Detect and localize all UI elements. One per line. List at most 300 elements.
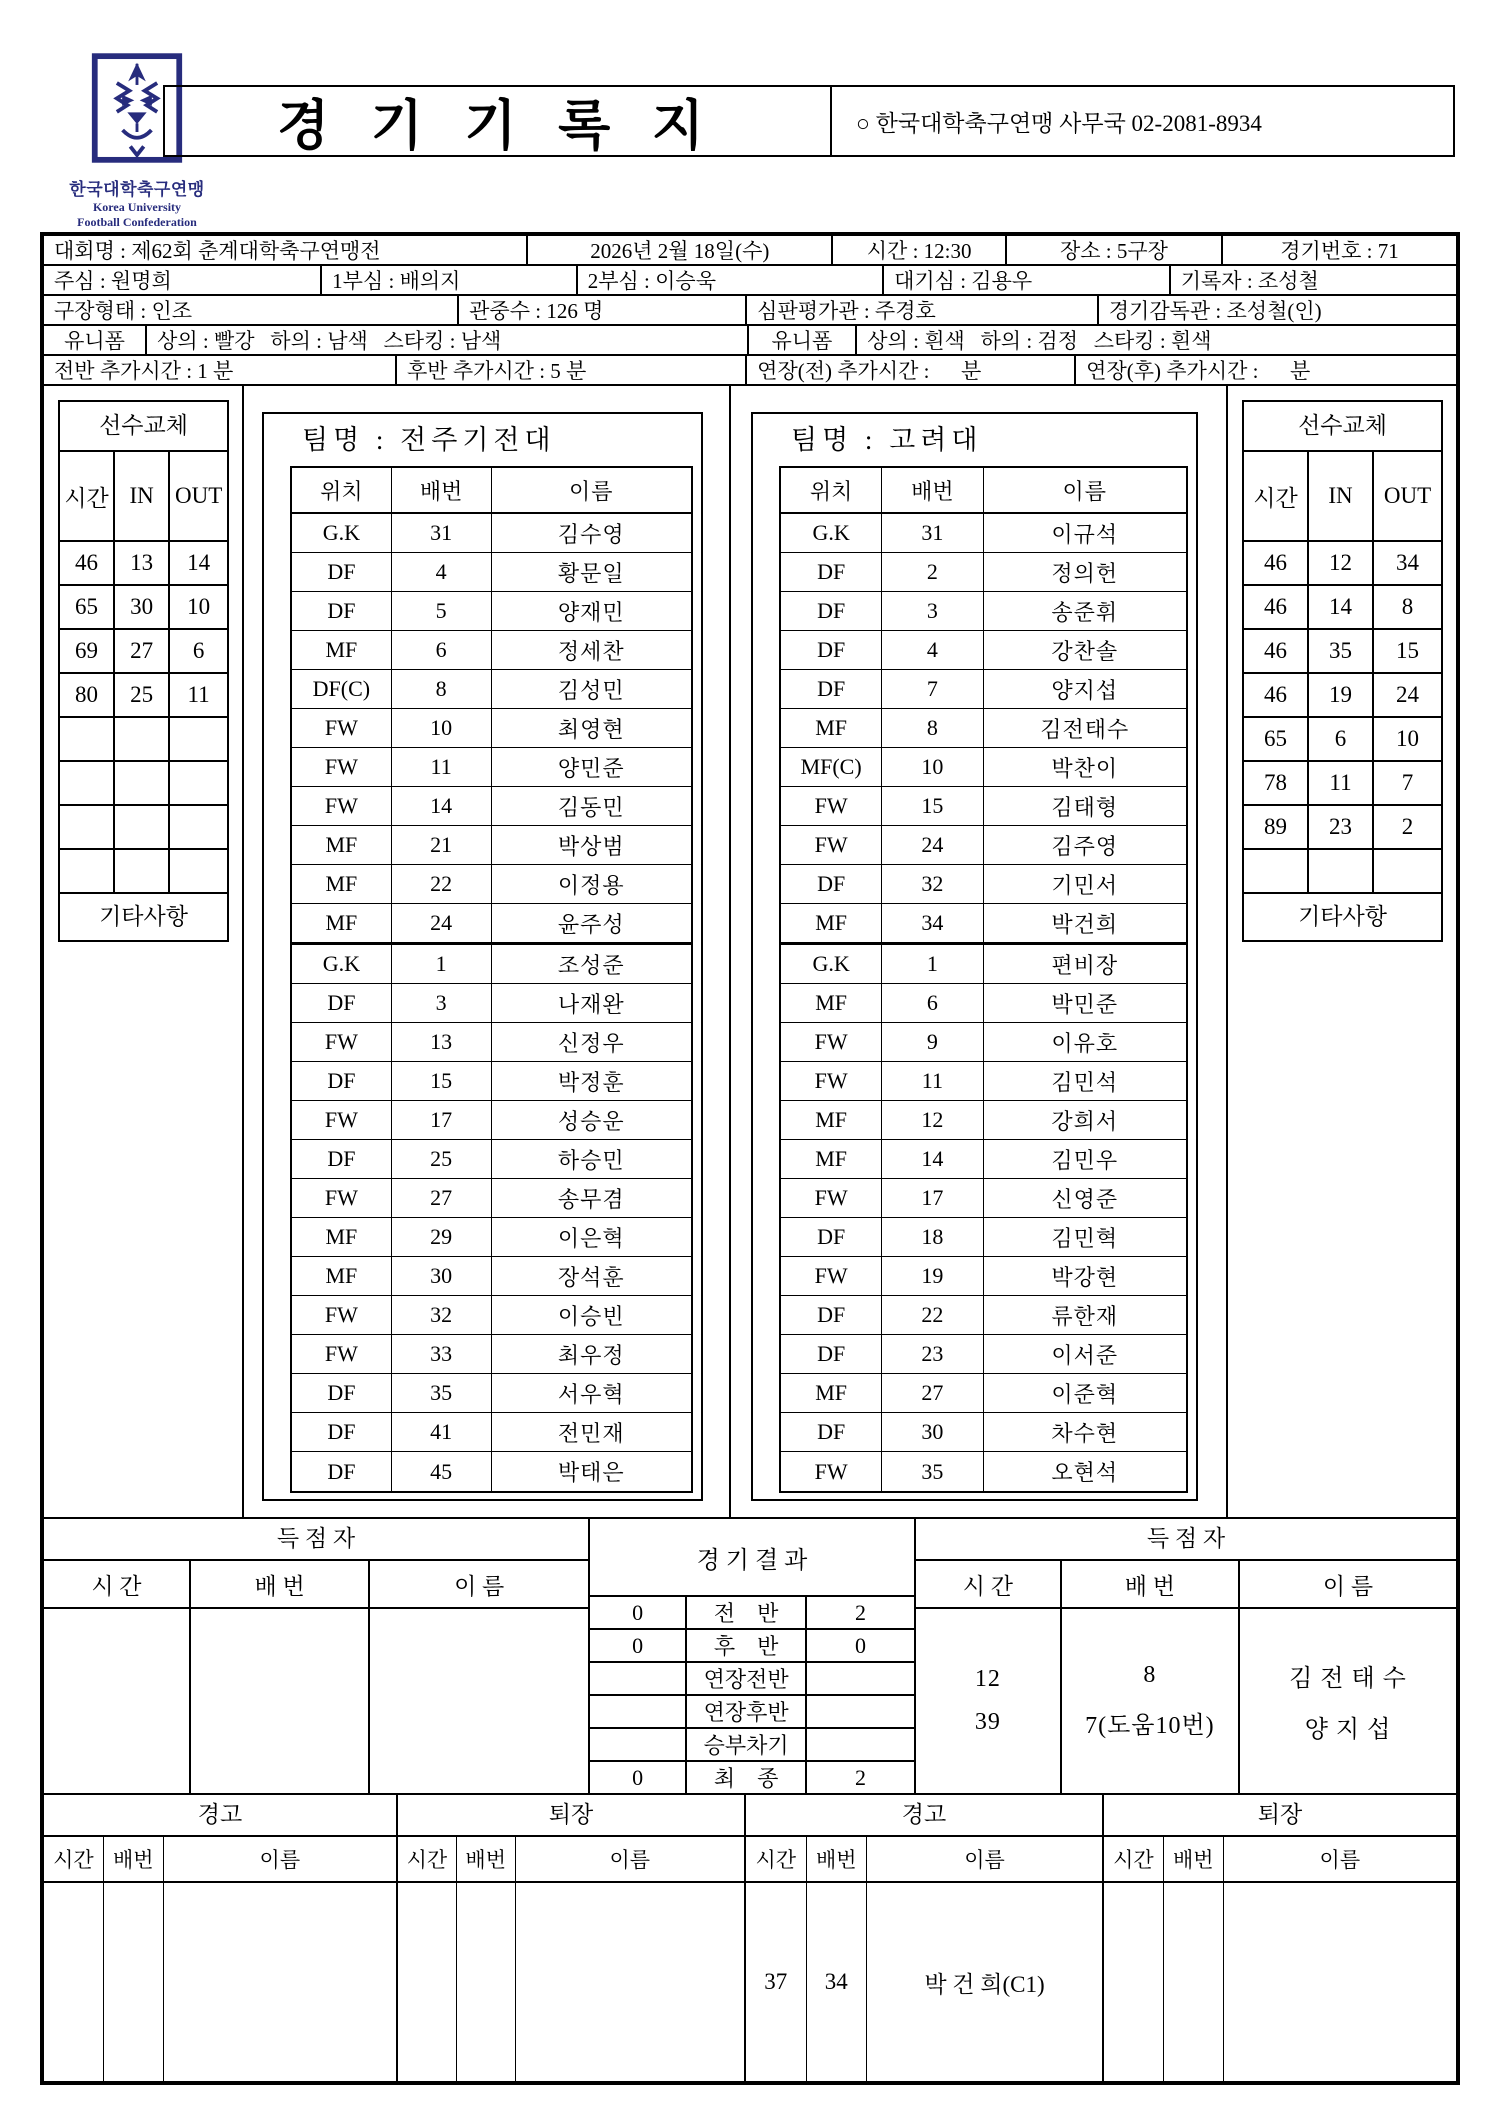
sub-time: 78 <box>1244 762 1309 804</box>
match-commissioner: 경기감독관 : 조성철(인) <box>1108 299 1322 323</box>
roster-away-starters <box>781 514 1186 943</box>
substitution-row <box>60 674 227 718</box>
player-number: 23 <box>882 1335 983 1373</box>
card-time-header: 시간 <box>1104 1837 1164 1881</box>
sub-time <box>1244 850 1309 892</box>
player-name: 성승운 <box>557 1108 625 1134</box>
sub-out <box>170 850 227 892</box>
sub-out: 7 <box>1401 770 1414 795</box>
sub-out <box>170 718 227 760</box>
sub-out: 8 <box>1401 594 1414 619</box>
player-row <box>781 1296 1186 1335</box>
player-name: 나재완 <box>557 991 625 1017</box>
player-name: 오현석 <box>1051 1460 1119 1485</box>
position-header: 위치 <box>781 468 882 512</box>
title-bar <box>163 85 1455 157</box>
match-result-title: 경 기 결 과 <box>590 1519 914 1597</box>
player-row <box>781 1179 1186 1218</box>
player-row <box>292 1296 691 1335</box>
result-home-score <box>590 1696 687 1727</box>
player-number: 6 <box>882 984 983 1022</box>
player-name: 김전태수 <box>1040 716 1130 742</box>
player-number: 14 <box>392 787 492 825</box>
player-position: FW <box>781 1452 882 1491</box>
player-name: 이정용 <box>557 872 625 898</box>
player-position: MF <box>292 865 392 903</box>
player-position: DF <box>292 1374 392 1412</box>
player-row <box>781 631 1186 670</box>
player-row <box>781 514 1186 553</box>
player-position: FW <box>292 1179 392 1217</box>
cards-header-row <box>1104 1837 1456 1883</box>
scorer-name-header: 이 름 <box>1322 1573 1374 1599</box>
result-row <box>590 1729 914 1762</box>
name-header: 이름 <box>1062 478 1107 504</box>
sub-time-header: 시간 <box>60 452 115 540</box>
caution-title: 경고 <box>746 1795 1102 1837</box>
sub-time: 69 <box>60 630 115 672</box>
player-number: 19 <box>882 1257 983 1295</box>
cards-band <box>44 1795 1456 2081</box>
card-times-column <box>1104 1883 1164 2081</box>
player-name: 김민혁 <box>1051 1225 1119 1251</box>
sub-in: 12 <box>1309 542 1374 584</box>
card-names-column <box>867 1883 1102 2081</box>
player-number: 5 <box>392 592 492 630</box>
substitutions-title: 선수교체 <box>60 402 227 452</box>
player-name: 박상범 <box>557 833 625 859</box>
player-position: DF <box>781 865 882 903</box>
player-number: 15 <box>392 1062 492 1100</box>
player-row <box>292 553 691 592</box>
player-position: FW <box>292 1296 392 1334</box>
player-number: 22 <box>392 865 492 903</box>
player-position: DF <box>292 1413 392 1451</box>
added-time-extra-first: 연장(전) 추가시간 : 분 <box>747 356 1076 384</box>
substitution-row <box>1244 674 1441 718</box>
player-position: DF <box>781 670 882 708</box>
match-date: 2026년 2월 18일(수) <box>528 236 833 264</box>
match-result-rows <box>590 1597 914 1793</box>
player-row <box>292 984 691 1023</box>
player-position: MF <box>781 1101 882 1139</box>
card-name: 박 건 희(C1) <box>924 1971 1045 1997</box>
sub-out-header: OUT <box>1383 483 1432 508</box>
sub-in <box>1309 850 1374 892</box>
scorer-name: 양 지 섭 <box>1304 1717 1392 1743</box>
substitution-row <box>1244 630 1441 674</box>
sub-in <box>115 850 170 892</box>
player-number: 32 <box>882 865 983 903</box>
result-period-label: 후 반 <box>687 1630 807 1661</box>
sub-time: 80 <box>60 674 115 716</box>
scorers-home-body <box>44 1609 588 1793</box>
substitution-row <box>1244 762 1441 806</box>
player-row <box>292 1023 691 1062</box>
player-position: MF <box>781 1140 882 1178</box>
player-row <box>781 1218 1186 1257</box>
sub-time: 65 <box>1244 718 1309 760</box>
roster-home-panel <box>244 386 731 1517</box>
number-header: 배번 <box>392 468 492 512</box>
substitution-row <box>60 850 227 894</box>
player-row <box>292 826 691 865</box>
player-name: 박민준 <box>1051 991 1119 1017</box>
result-away-score <box>807 1663 914 1694</box>
player-position: MF <box>781 709 882 747</box>
player-number: 1 <box>882 945 983 983</box>
player-name: 차수현 <box>1051 1420 1119 1446</box>
other-notes-label: 기타사항 <box>1298 904 1387 929</box>
scorers-home-table <box>44 1519 590 1793</box>
sub-out: 15 <box>1396 638 1419 663</box>
player-position: FW <box>292 1101 392 1139</box>
player-number: 14 <box>882 1140 983 1178</box>
record-table <box>40 232 1460 2085</box>
sub-out: 14 <box>187 550 211 575</box>
scorer-number: 7(도움10번) <box>1085 1713 1215 1739</box>
uniform-away: 상의 : 흰색 하의 : 검정 스타킹 : 흰색 <box>867 329 1212 353</box>
roster-header-row <box>781 468 1186 514</box>
player-number: 2 <box>882 553 983 591</box>
roster-away-box <box>751 412 1198 1501</box>
player-position: DF <box>781 1335 882 1373</box>
match-result-table <box>590 1519 916 1793</box>
player-name: 양지섭 <box>1051 677 1119 703</box>
player-name: 박정훈 <box>557 1069 625 1095</box>
caution-away-body <box>746 1883 1102 2081</box>
player-row <box>781 670 1186 709</box>
added-time-second-half: 후반 추가시간 : 5 분 <box>397 356 747 384</box>
scorer-name-header: 이 름 <box>454 1573 505 1599</box>
sub-time: 65 <box>60 586 115 628</box>
sub-time: 46 <box>1244 586 1309 628</box>
result-away-score: 2 <box>855 1599 867 1625</box>
player-position: FW <box>781 1062 882 1100</box>
player-position: DF <box>781 1413 882 1451</box>
substitution-row <box>1244 850 1441 894</box>
sub-time: 89 <box>1244 806 1309 848</box>
player-name: 박찬이 <box>1051 755 1119 781</box>
fourth-official: 대기심 : 김용우 <box>884 266 1171 294</box>
assistant-referee-1: 1부심 : 배의지 <box>322 266 578 294</box>
player-number: 15 <box>882 787 983 825</box>
sendoff-home-body <box>398 1883 744 2081</box>
card-names-column <box>516 1883 744 2081</box>
number-header: 배번 <box>882 468 983 512</box>
player-position: FW <box>781 826 882 864</box>
player-number: 45 <box>392 1452 492 1491</box>
player-position: MF <box>292 631 392 669</box>
player-number: 18 <box>882 1218 983 1256</box>
player-name: 최영현 <box>557 716 625 742</box>
player-position: DF <box>781 1218 882 1256</box>
result-row <box>590 1696 914 1729</box>
referee: 주심 : 원명희 <box>44 266 322 294</box>
roster-header-row <box>292 468 691 514</box>
player-position: MF(C) <box>781 748 882 786</box>
player-position: FW <box>781 1023 882 1061</box>
player-name: 이은혁 <box>557 1225 625 1251</box>
player-number: 27 <box>882 1374 983 1412</box>
result-away-score <box>807 1729 914 1760</box>
player-row <box>781 865 1186 904</box>
substitution-row <box>60 762 227 806</box>
player-position: FW <box>292 1023 392 1061</box>
sub-out: 24 <box>1396 682 1419 707</box>
substitutions-away-rows <box>1244 542 1441 894</box>
federation-contact: ○ 한국대학축구연맹 사무국 02-2081-8934 <box>856 110 1262 136</box>
caution-home-body <box>44 1883 396 2081</box>
rosters-band <box>44 386 1456 1519</box>
scorer-number-header: 배 번 <box>191 1561 371 1607</box>
scorer-numbers-column <box>191 1609 371 1793</box>
player-number: 17 <box>392 1101 492 1139</box>
player-number: 30 <box>882 1413 983 1451</box>
player-position: DF <box>781 592 882 630</box>
card-time-header: 시간 <box>746 1837 807 1881</box>
player-row <box>781 826 1186 865</box>
player-position: MF <box>292 904 392 942</box>
player-row <box>781 945 1186 984</box>
info-row-competition <box>44 236 1456 266</box>
player-position: DF <box>292 553 392 591</box>
roster-home-bench <box>292 943 691 1491</box>
player-name: 김성민 <box>557 677 625 703</box>
player-row <box>781 1101 1186 1140</box>
card-names-column <box>164 1883 396 2081</box>
score-band <box>44 1519 1456 1795</box>
kickoff-time: 시간 : 12:30 <box>833 236 1007 264</box>
team-away-name: 팀명 : 고려대 <box>791 425 983 455</box>
sub-in: 30 <box>115 586 170 628</box>
substitution-row <box>60 630 227 674</box>
player-position: FW <box>292 709 392 747</box>
player-row <box>781 553 1186 592</box>
sub-time <box>60 806 115 848</box>
result-row <box>590 1663 914 1696</box>
player-row <box>781 984 1186 1023</box>
player-name: 조성준 <box>557 952 625 978</box>
player-row <box>292 1101 691 1140</box>
player-name: 김민석 <box>1051 1069 1119 1095</box>
name-header: 이름 <box>568 478 614 504</box>
scorer-times-column <box>916 1609 1062 1793</box>
team-home-name: 팀명 : 전주기전대 <box>302 425 556 455</box>
player-number: 30 <box>392 1257 492 1295</box>
player-number: 21 <box>392 826 492 864</box>
player-name: 강찬솔 <box>1051 638 1119 664</box>
player-position: FW <box>781 787 882 825</box>
player-name: 이서준 <box>1051 1342 1119 1368</box>
result-period-label: 연장후반 <box>687 1696 807 1727</box>
player-name: 전민재 <box>557 1420 625 1446</box>
substitution-row <box>1244 806 1441 850</box>
sub-out <box>170 806 227 848</box>
card-number-header: 배번 <box>104 1837 164 1881</box>
substitutions-title: 선수교체 <box>1244 402 1441 452</box>
player-name: 류한재 <box>1051 1303 1119 1329</box>
player-number: 6 <box>392 631 492 669</box>
player-number: 10 <box>882 748 983 786</box>
card-numbers-column <box>104 1883 164 2081</box>
scorer-name: 김 전 태 수 <box>1289 1666 1407 1692</box>
sub-out: 10 <box>1396 726 1419 751</box>
player-number: 24 <box>392 904 492 942</box>
player-row <box>292 1218 691 1257</box>
player-name: 송준휘 <box>1051 599 1119 625</box>
player-number: 35 <box>882 1452 983 1491</box>
sub-in: 35 <box>1309 630 1374 672</box>
substitution-row <box>1244 586 1441 630</box>
sub-time: 46 <box>1244 674 1309 716</box>
player-name: 정세찬 <box>557 638 625 664</box>
result-period-label: 연장전반 <box>687 1663 807 1694</box>
player-name: 정의헌 <box>1051 560 1119 586</box>
player-position: FW <box>292 1335 392 1373</box>
player-name: 서우혁 <box>557 1381 625 1407</box>
sub-out: 10 <box>187 594 211 619</box>
card-number-header: 배번 <box>807 1837 868 1881</box>
scorer-time-header: 시 간 <box>44 1561 191 1607</box>
assistant-referee-2: 2부심 : 이승욱 <box>578 266 884 294</box>
player-number: 29 <box>392 1218 492 1256</box>
sub-out <box>1374 850 1441 892</box>
player-row <box>292 670 691 709</box>
player-row <box>292 592 691 631</box>
player-number: 7 <box>882 670 983 708</box>
card-names-column <box>1224 1883 1456 2081</box>
player-row <box>781 592 1186 631</box>
player-name: 신영준 <box>1051 1186 1119 1212</box>
sub-in: 13 <box>115 542 170 584</box>
uniform-label-away: 유니폼 <box>749 326 858 354</box>
player-number: 31 <box>882 514 983 552</box>
player-number: 9 <box>882 1023 983 1061</box>
player-position: DF <box>292 984 392 1022</box>
recorder: 기록자 : 조성철 <box>1180 269 1319 293</box>
result-home-score <box>590 1663 687 1694</box>
player-row <box>292 514 691 553</box>
player-number: 3 <box>882 592 983 630</box>
player-row <box>292 1335 691 1374</box>
player-number: 32 <box>392 1296 492 1334</box>
result-row <box>590 1630 914 1663</box>
player-row <box>781 1140 1186 1179</box>
scorers-title: 득 점 자 <box>44 1519 588 1561</box>
player-row <box>781 1062 1186 1101</box>
sub-time <box>60 850 115 892</box>
sub-time: 46 <box>1244 542 1309 584</box>
added-time-extra-second: 연장(후) 추가시간 : 분 <box>1086 359 1311 383</box>
substitution-row <box>60 806 227 850</box>
competition-name: 대회명 : 제62회 춘계대학축구연맹전 <box>44 236 528 264</box>
player-name: 김주영 <box>1051 833 1119 859</box>
player-row <box>292 748 691 787</box>
sub-time <box>60 718 115 760</box>
player-name: 강희서 <box>1051 1108 1119 1134</box>
card-time: 37 <box>764 1969 788 1994</box>
player-name: 신정우 <box>557 1030 625 1056</box>
sendoff-away-body <box>1104 1883 1456 2081</box>
player-position: MF <box>292 1218 392 1256</box>
result-period-label: 전 반 <box>687 1597 807 1628</box>
caution-title: 경고 <box>44 1795 396 1837</box>
player-row <box>781 904 1186 943</box>
added-time-first-half: 전반 추가시간 : 1 분 <box>44 356 397 384</box>
card-number-header: 배번 <box>457 1837 516 1881</box>
player-name: 이승빈 <box>557 1303 625 1329</box>
scorers-header-row <box>916 1561 1456 1609</box>
card-numbers-column <box>807 1883 868 2081</box>
player-position: G.K <box>292 945 392 983</box>
player-name: 최우정 <box>557 1342 625 1368</box>
caution-home-table <box>44 1795 398 2081</box>
player-name: 하승민 <box>557 1147 625 1173</box>
info-row-added-time <box>44 356 1456 386</box>
cards-header-row <box>398 1837 744 1883</box>
referee-assessor: 심판평가관 : 주경호 <box>747 296 1099 324</box>
caution-away-table <box>746 1795 1104 2081</box>
scorers-away-table <box>916 1519 1456 1793</box>
info-row-uniforms <box>44 326 1456 356</box>
player-row <box>781 1374 1186 1413</box>
player-number: 4 <box>392 553 492 591</box>
player-position: DF <box>292 1140 392 1178</box>
player-row <box>292 1179 691 1218</box>
player-number: 22 <box>882 1296 983 1334</box>
card-name-header: 이름 <box>609 1848 651 1872</box>
player-row <box>292 945 691 984</box>
substitutions-away-table <box>1242 400 1443 942</box>
sub-out: 34 <box>1396 550 1419 575</box>
uniform-label-home: 유니폼 <box>44 326 147 354</box>
player-number: 11 <box>882 1062 983 1100</box>
player-row <box>781 1452 1186 1491</box>
substitutions-header-row <box>60 452 227 542</box>
card-times-column <box>44 1883 104 2081</box>
scorer-number: 8 <box>1143 1662 1157 1688</box>
info-row-officials <box>44 266 1456 296</box>
sendoff-title: 퇴장 <box>398 1795 744 1837</box>
substitutions-home-rows <box>60 542 227 894</box>
card-name-header: 이름 <box>1319 1848 1361 1872</box>
other-notes-label: 기타사항 <box>99 904 188 929</box>
player-number: 17 <box>882 1179 983 1217</box>
card-number: 34 <box>824 1969 848 1994</box>
player-row <box>781 748 1186 787</box>
logo-org-name-en-line1: Korea University <box>92 200 182 214</box>
player-name: 김동민 <box>557 794 625 820</box>
player-number: 12 <box>882 1101 983 1139</box>
card-time-header: 시간 <box>44 1837 104 1881</box>
scorer-time: 39 <box>974 1709 1001 1735</box>
player-number: 35 <box>392 1374 492 1412</box>
player-name: 편비장 <box>1051 952 1119 978</box>
scorer-time: 12 <box>974 1666 1001 1692</box>
roster-home-starters <box>292 514 691 943</box>
player-position: G.K <box>292 514 392 552</box>
scorer-number-header: 배 번 <box>1062 1561 1240 1607</box>
player-number: 11 <box>392 748 492 786</box>
player-name: 양민준 <box>557 755 625 781</box>
player-position: DF <box>781 631 882 669</box>
player-number: 27 <box>392 1179 492 1217</box>
player-row <box>292 1374 691 1413</box>
sub-out <box>170 762 227 804</box>
scorer-names-column <box>1240 1609 1456 1793</box>
logo-org-name-en-line2: Football Confederation <box>77 215 197 229</box>
